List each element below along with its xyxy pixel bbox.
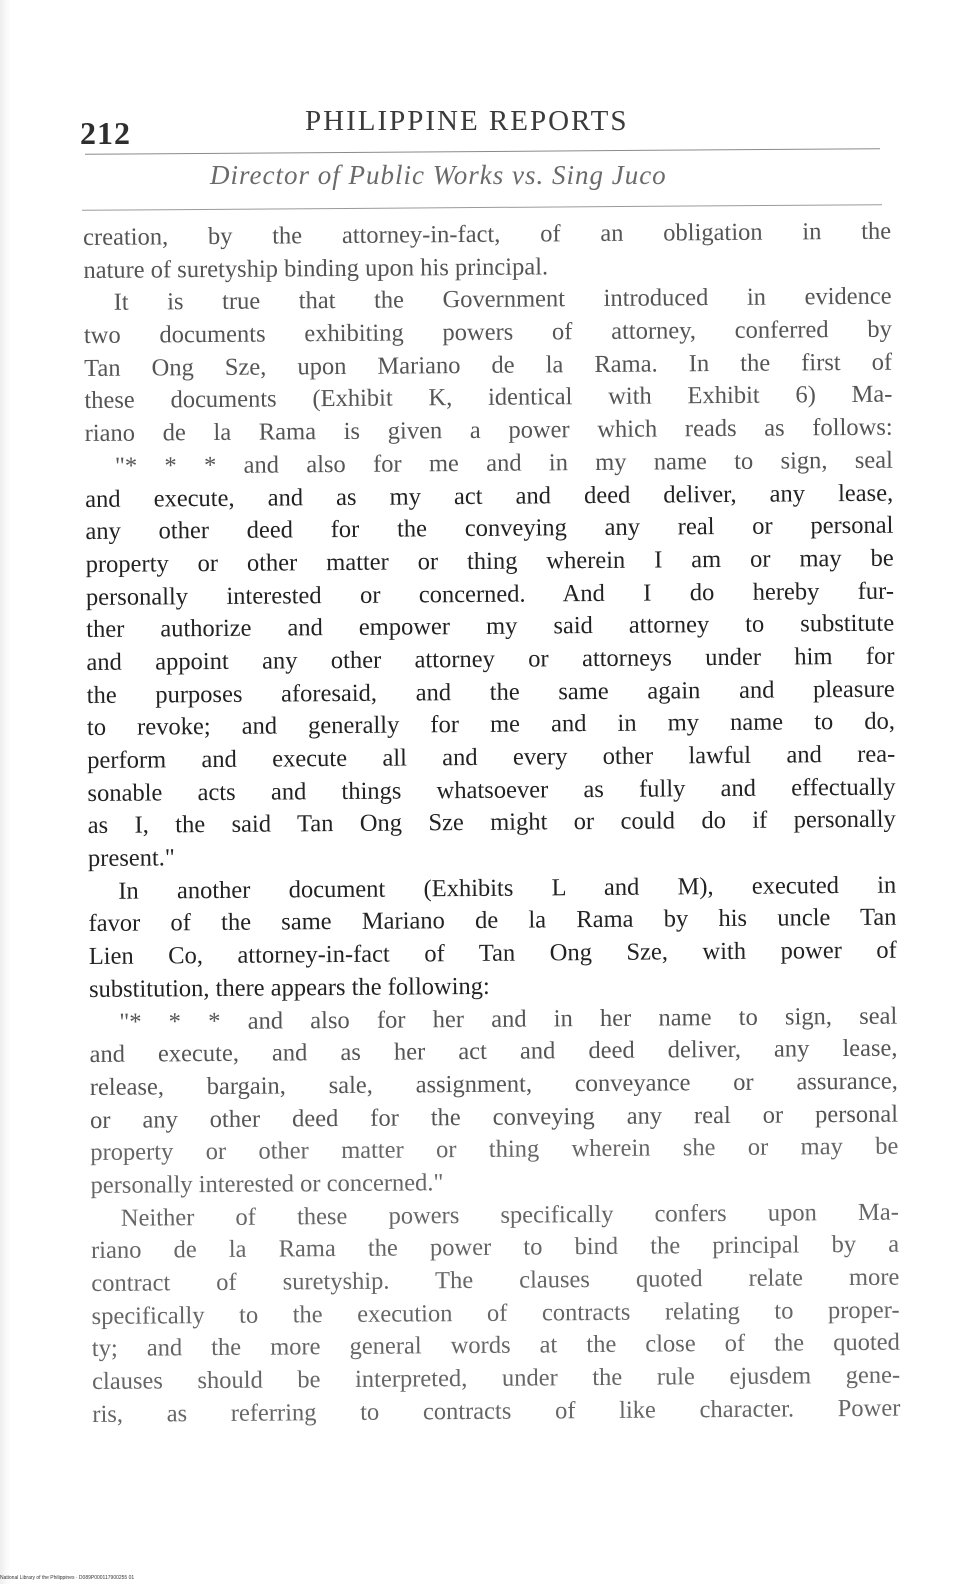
page-number: 212 [80, 115, 131, 151]
header-rule-top [85, 148, 880, 155]
text-line: clauses should be interpreted, under the rule ejusdem gene- [92, 1361, 901, 1396]
text-line: Lien Co, attorney-in-fact of Tan Ong Sze, with power of [88, 936, 897, 971]
text-line: riano de la Rama is given a power which reads as follows: [84, 413, 893, 448]
text-line: nature of suretyship binding upon his principal. [83, 253, 549, 284]
body-text [83, 216, 900, 1432]
quote-start-line: "* * * and also for her and in her name to sign, seal [119, 1002, 898, 1036]
text-line: and appoint any other attorney or attorneys under him for [86, 642, 895, 676]
text-line: any other deed for the conveying any real or personal [85, 511, 894, 546]
text-line: the purposes aforesaid, and the same again and pleasure [86, 675, 895, 709]
text-line: substitution, there appears the following: [88, 972, 490, 1003]
text-line: perform and execute all and every other lawful and rea- [87, 740, 896, 774]
text-line: creation, by the attorney-in-fact, of an obligation in the [83, 217, 892, 251]
text-line: or any other deed for the conveying any real or personal [89, 1100, 899, 1134]
quote-start-line: "* * * and also for me and in my name to sign, seal [114, 446, 893, 480]
case-title: Director of Public Works vs. Sing Juco [210, 160, 667, 190]
text-line: to revoke; and generally for me and in my name to do, [86, 707, 896, 742]
paragraph-start-line: In another document (Exhibits L and M), executed in [118, 871, 897, 905]
scan-credit: National Library of the Philippines · D089P000117900255 01 [0, 1575, 135, 1581]
text-line: property or other matter or thing wherein she or may be [90, 1132, 899, 1167]
text-line: these documents (Exhibit K, identical with Exhibit 6) Ma- [84, 381, 893, 415]
text-line: ty; and the more general words at the close of the quoted [91, 1328, 900, 1363]
paragraph-start-line: Neither of these powers specifically confers upon Ma- [120, 1198, 899, 1232]
header-rule-bottom [82, 204, 882, 211]
paragraph-start-line: It is true that the Government introduced in evidence [113, 283, 892, 317]
text-line: contract of suretyship. The clauses quoted relate more [91, 1263, 900, 1297]
page-edge-shadow [0, 0, 10, 1584]
text-line: present." [87, 844, 175, 873]
text-line: riano de la Rama the power to bind the principal by a [90, 1230, 900, 1265]
text-line: personally interested or concerned. And I do hereby fur- [85, 577, 895, 611]
text-line: sonable acts and things whatsoever as fully and effectually [87, 773, 896, 807]
text-line: ther authorize and empower my said attorney to substitute [86, 609, 895, 644]
text-line: as I, the said Tan Ong Sze might or could do if personally [87, 806, 896, 840]
running-head: PHILIPPINE REPORTS [305, 105, 629, 137]
text-line: property or other matter or thing wherein I am or may be [85, 544, 894, 578]
text-line: personally interested or concerned." [90, 1169, 444, 1199]
text-line: favor of the same Mariano de la Rama by his uncle Tan [88, 904, 897, 938]
text-line: and execute, and as her act and deed deliver, any lease, [89, 1034, 898, 1069]
text-line: ris, as referring to contracts of like character. Power [92, 1394, 901, 1428]
text-line: release, bargain, sale, assignment, conveyance or assurance, [89, 1067, 898, 1101]
text-line: two documents exhibiting powers of attorney, conferred by [83, 315, 892, 350]
text-line: and execute, and as my act and deed deliver, any lease, [85, 479, 894, 513]
text-line: Tan Ong Sze, upon Mariano de la Rama. In the first of [84, 348, 893, 382]
text-line: specifically to the execution of contracts relating to proper- [91, 1296, 900, 1330]
